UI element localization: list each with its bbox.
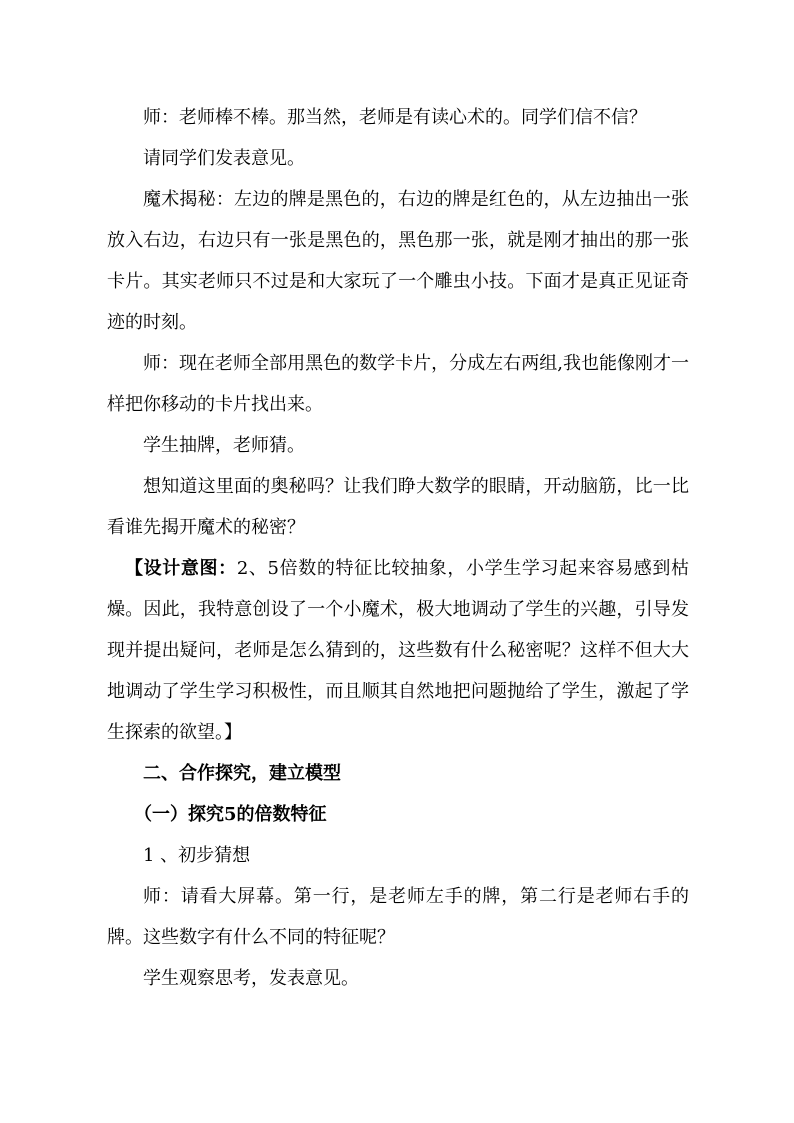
design-intent-label: 【设计意图： (125, 558, 237, 579)
paragraph-want-to-know: 想知道这里面的奥秘吗？让我们睁大数学的眼睛，开动脑筋，比一比看谁先揭开魔术的秘密？ (107, 476, 689, 538)
paragraph-design-intent (107, 548, 689, 753)
paragraph-black-cards: 师：现在老师全部用黑色的数学卡片，分成左右两组,我也能像刚才一样把你移动的卡片找出来。 (107, 353, 689, 415)
step-heading-initial-guess: 1 、初步猜想 (143, 845, 251, 866)
subsection-heading-multiples-of-5: （一）探究5的倍数特征 (134, 804, 327, 825)
section-heading-cooperative-inquiry: 二、合作探究，建立模型 (143, 763, 341, 784)
paragraph-student-draws: 学生抽牌，老师猜。 (143, 435, 305, 456)
paragraph-magic-reveal: 魔术揭秘：左边的牌是黑色的，右边的牌是红色的，从左边抽出一张放入右边，右边只有一张是黑色的，黑色那一张，就是刚才抽出的那一张卡片。其实老师只不过是和大家玩了一个雕虫小技。下面才是真正见证奇迹的时刻。 (107, 189, 689, 333)
paragraph-students-observe: 学生观察思考，发表意见。 (143, 968, 359, 989)
paragraph-teacher-mind-reading: 师：老师棒不棒。那当然，老师是有读心术的。同学们信不信？ (143, 107, 647, 128)
design-intent-body: 2、5倍数的特征比较抽象，小学生学习起来容易感到枯燥。因此，我特意创设了一个小魔术，极大地调动了学生的兴趣，引导发现并提出疑问，老师是怎么猜到的，这些数有什么秘密呢？这样不但大大地调动了学生学习积极性，而且顺其自然地把问题抛给了学生，激起了学生探索的欲望。】 (107, 558, 690, 743)
paragraph-big-screen: 师：请看大屏幕。第一行，是老师左手的牌，第二行是老师右手的牌。这些数字有什么不同的特征呢？ (107, 886, 689, 948)
paragraph-share-opinions: 请同学们发表意见。 (143, 148, 305, 169)
